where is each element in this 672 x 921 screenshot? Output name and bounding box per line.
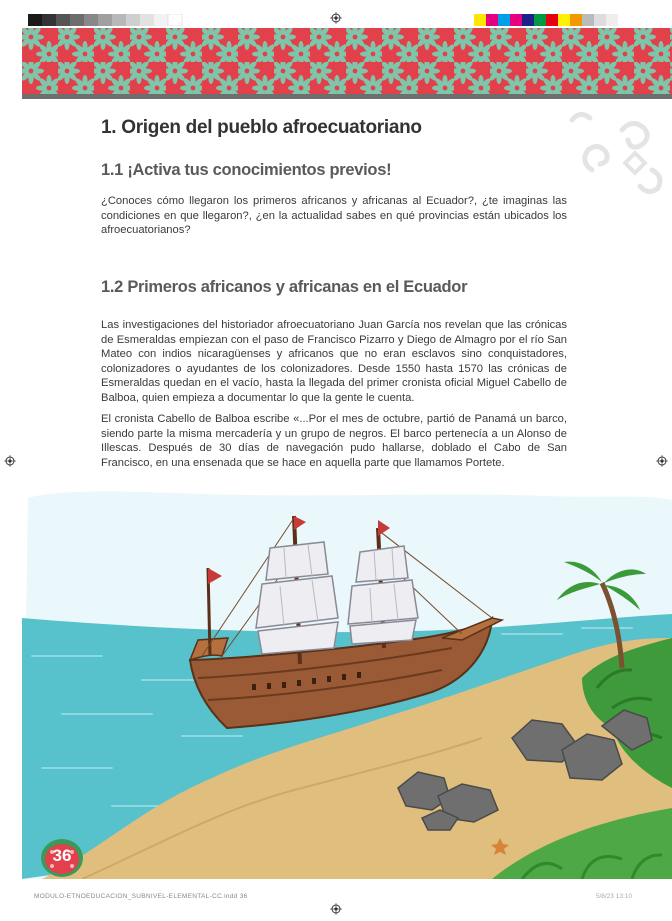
swirl-ornament [552, 60, 672, 200]
paragraph: El cronista Cabello de Balboa escribe «...Por el mes de octubre, partió de Panamá un barco, siendo parte la misma mercadería y un grupo de negros. El barco pertenecía a un Alonso de Illescas. Después de 30 días de navegación pudo hallarse, doblado el Cabo de San Francisco, en una ensenada que se hace en aquella parte que llamamos Portete. [101, 413, 567, 469]
registration-mark-icon [4, 455, 16, 467]
section-heading: 1.2 Primeros africanos y africanas en el Ecuador [101, 278, 468, 296]
paragraph: ¿Conoces cómo llegaron los primeros africanos y africanas al Ecuador?, ¿te imaginas las condiciones en que llegaron?, ¿en la actualidad sabes en qué provincias están ubicados los afroecuatorianos? [101, 195, 567, 237]
page-title: 1. Origen del pueblo afroecuatoriano [101, 117, 422, 138]
print-footer-timestamp: 5/8/23 13:10 [595, 893, 632, 900]
page-number: 36 [52, 846, 72, 865]
registration-mark-icon [330, 12, 342, 24]
paragraph: Las investigaciones del historiador afroecuatoriano Juan García nos revelan que las crónicas de Esmeraldas empiezan con el paso de Francisco Pizarro y Diego de Almagro por el río San Mateo con indios nicaragüenses y africanos que no eran esclavos sino conquistadores, colonizadores o ayudantes de los colonizadores. Desde 1550 hasta 1570 las crónicas de Esmeraldas quedan en el vacío, hasta la llegada del primer cronista oficial Miguel Cabello de Balboa, quien empieza a documentar lo que la gente le cuenta. [101, 319, 567, 404]
ship-on-beach-illustration [22, 488, 672, 879]
section-heading: 1.1 ¡Activa tus conocimientos previos! [101, 161, 392, 179]
registration-mark-icon [656, 455, 668, 467]
registration-mark-icon [330, 903, 342, 915]
print-footer: MODULO-ETNOEDUCACION_SUBNIVEL-ELEMENTAL-CC.indd 36 [34, 893, 248, 900]
